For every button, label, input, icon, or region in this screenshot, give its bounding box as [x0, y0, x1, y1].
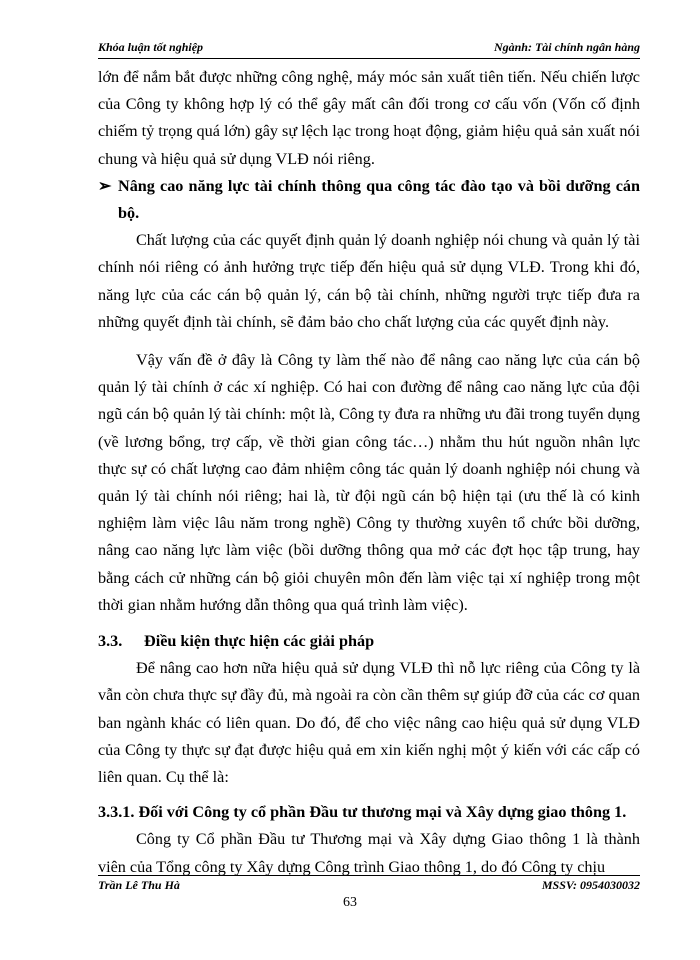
section-heading-3-3 — [98, 628, 640, 655]
header-major: Ngành: Tài chính ngân hàng — [493, 40, 640, 54]
section-title: Điều kiện thực hiện các giải pháp — [144, 632, 375, 651]
section-number: 3.3. — [98, 632, 123, 651]
section-heading-3-3-1: 3.3.1. Đối với Công ty cổ phần Đầu tư thương mại và Xây dựng giao thông 1. — [98, 803, 627, 822]
page-header — [98, 40, 640, 58]
paragraph-continuation: lớn để nắm bắt được những công nghệ, máy móc sản xuất tiên tiến. Nếu chiến lược của Công ty không hợp lý có thể gây mất cân đối trong cơ cấu vốn (Vốn cố định chiếm tỷ trọng quá lớn) gây sự lệch lạc trong hoạt động, giảm hiệu quả sản xuất nói chung và hiệu quả sử dụng VLĐ nói riêng. — [98, 68, 640, 168]
footer-divider — [98, 875, 640, 876]
header-thesis-type: Khóa luận tốt nghiệp — [98, 40, 204, 54]
bullet-heading-text: Nâng cao năng lực tài chính thông qua công tác đào tạo và bồi dưỡng cán bộ. — [118, 176, 640, 223]
header-divider — [98, 58, 640, 59]
bullet-heading — [98, 173, 640, 227]
arrow-bullet-icon: ➢ — [98, 176, 112, 195]
footer-student-id: MSSV: 0954030032 — [541, 878, 640, 892]
page-footer — [98, 878, 640, 894]
footer-author: Trần Lê Thu Hà — [98, 878, 180, 892]
paragraph-company: Công ty Cổ phần Đầu tư Thương mại và Xây dựng Giao thông 1 là thành viên của Tổng công ty Xây dựng Công trình Giao thông 1, do đó Công ty chịu — [98, 830, 640, 876]
paragraph-capacity: Vậy vấn đề ở đây là Công ty làm thế nào để nâng cao năng lực của cán bộ quản lý tài chính ở các xí nghiệp. Có hai con đường để nâng cao năng lực của đội ngũ cán bộ quản lý tài chính: một là, Công ty đưa ra những ưu đãi trong tuyển dụng (về lương bổng, trợ cấp, về thời gian công tác…) nhằm thu hút nguồn nhân lực thực sự có chất lượng cao đảm nhiệm công tác quản lý doanh nghiệp nói chung và quản lý tài chính nói riêng; hai là, từ đội ngũ cán bộ hiện tại (ưu thế là có kinh nghiệm làm việc lâu năm trong nghề) Công ty thường xuyên tổ chức bồi dưỡng, nâng cao năng lực làm việc (bồi dưỡng thông qua mở các đợt học tập trung, hay bằng cách cử những cán bộ giỏi chuyên môn đến làm việc tại xí nghiệp trong một thời gian nhằm hướng dẫn thông qua quá trình làm việc). — [98, 351, 640, 614]
paragraph-conditions: Để nâng cao hơn nữa hiệu quả sử dụng VLĐ thì nỗ lực riêng của Công ty là vẫn còn chưa thực sự đầy đủ, mà ngoài ra còn cần thêm sự giúp đỡ của các cơ quan ban ngành khác có liên quan. Do đó, để cho việc nâng cao hiệu quả sử dụng VLĐ của Công ty thực sự đạt được hiệu quả em xin kiến nghị một ý kiến với các cấp có liên quan. Cụ thể là: — [98, 659, 640, 787]
page-number: 63 — [343, 895, 357, 910]
paragraph-quality: Chất lượng của các quyết định quản lý doanh nghiệp nói chung và quản lý tài chính nói riêng có ảnh hưởng trực tiếp đến hiệu quả sử dụng VLĐ. Trong khi đó, năng lực của các cán bộ quản lý, cán bộ tài chính, những người trực tiếp đưa ra những quyết định tài chính, sẽ đảm bảo cho chất lượng của các quyết định này. — [98, 231, 640, 331]
document-body — [98, 64, 640, 881]
